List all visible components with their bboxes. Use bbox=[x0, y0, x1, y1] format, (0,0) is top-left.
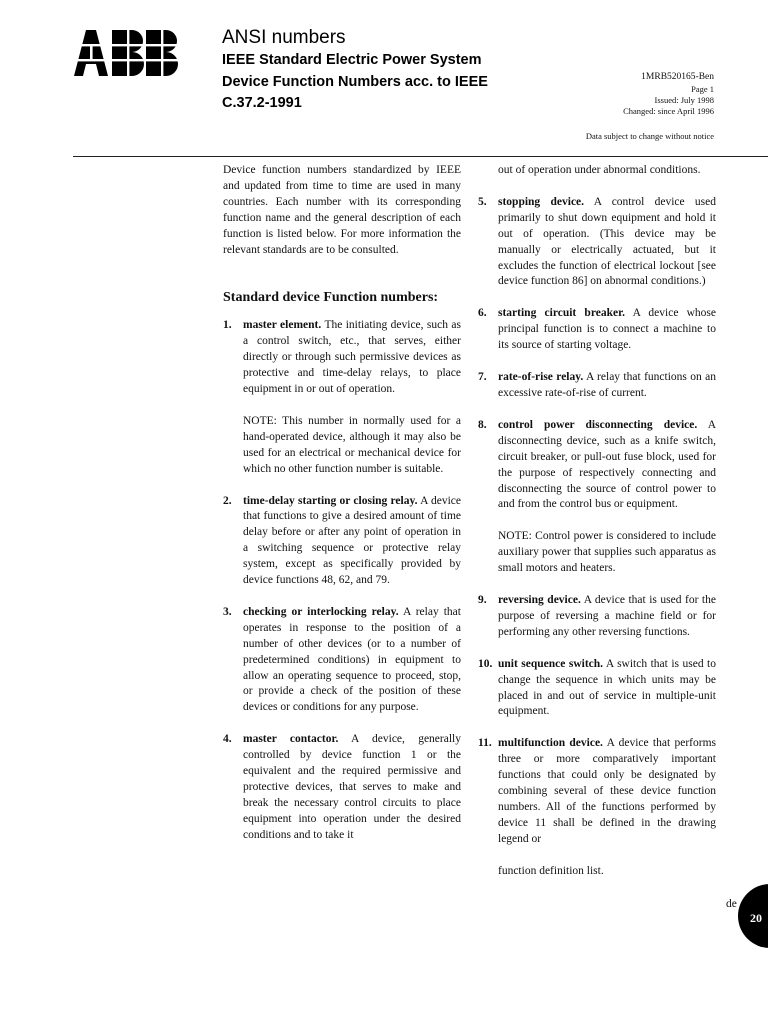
document-subtitle-line-3: C.37.2-1991 bbox=[222, 95, 302, 111]
item-desc: A switch that is used to change the sequence in which units may be placed in and out of service in multiple-unit equipment. bbox=[498, 657, 716, 718]
item-desc: A device whose principal function is to connect a machine to its source of starting voltage. bbox=[498, 307, 716, 352]
list-item: 7. rate-of-rise relay. A relay that functions on an excessive rate-of-rise of current. bbox=[478, 371, 716, 399]
page-badge[interactable] bbox=[738, 884, 768, 948]
clipped-text: de bbox=[726, 898, 737, 910]
document-subtitle-line-2: Device Function Numbers acc. to IEEE bbox=[222, 73, 488, 90]
document-meta bbox=[586, 72, 714, 142]
item-name: checking or interlocking relay. bbox=[243, 605, 399, 618]
item-name: stopping device. bbox=[498, 195, 585, 208]
right-column bbox=[478, 163, 716, 880]
item-desc: A device that performs three or more comparatively important functions that could only be designated by combining several of these device function numbers. All of the functions performed by device 11 shall be defined in the drawing legend or bbox=[498, 737, 716, 845]
list-item: 11. multifunction device. A device that performs three or more comparatively important functions that could only be designated by combining several of these device function numbers. All of the functions performed by device 11 shall be defined in the drawing legend or bbox=[478, 737, 716, 845]
item-desc: A device, generally controlled by device function 1 or the equivalent and the required permissive and protective devices, that serves to make and break the necessary control circuits to place equipment into operation under the desired conditions and to take it bbox=[243, 733, 461, 841]
item-desc: A relay that operates in response to the position of a number of other devices (or to a number of predetermined conditions) in equipment to allow an operating sequence to proceed, stop, or provide a check of the position of these devices or conditions for any purpose. bbox=[243, 605, 461, 714]
list-item: 9. reversing device. A device that is used for the purpose of reversing a machine field or for performing any other reversing functions. bbox=[478, 594, 716, 638]
issued-date: Issued: July 1998 bbox=[654, 95, 714, 105]
document-subtitle-line-1: IEEE Standard Electric Power System bbox=[222, 52, 482, 68]
item-name: reversing device. bbox=[498, 594, 581, 607]
item-desc: A device that functions to give a desired amount of time delay before or after any point of operation in a switching sequence or protective relay system, except as specifically provided by device functions 48, 62, and 79. bbox=[243, 494, 461, 587]
list-item: 10. unit sequence switch. A switch that is used to change the sequence in which units may be placed in and out of service in multiple-unit equipment. bbox=[478, 657, 716, 718]
item-desc: A control device used primarily to shut down equipment and hold it out of operation. (This device may be manually or electrically actuated, but it excludes the function of electrical lockout [see device function 86] on abnormal conditions.) bbox=[498, 195, 716, 288]
changed-date: Changed: since April 1996 bbox=[623, 106, 714, 116]
item-desc: A relay that functions on an excessive rate-of-rise of current. bbox=[498, 371, 716, 399]
title-block bbox=[222, 26, 488, 115]
item-name: starting circuit breaker. bbox=[498, 307, 625, 320]
item-name: time-delay starting or closing relay. bbox=[243, 494, 418, 507]
list-item: 1. master element. The initiating device, such as a control switch, etc., that serves, either directly or through such permissive devices as protective and time-delay relays, to place equipment in or out of operation. NOTE: This number in normally used for a hand-operated device, although it may also be used for an electrical or mechanical device for which no other function number is suitable. bbox=[223, 318, 461, 477]
left-column bbox=[223, 163, 461, 844]
list-item: 6. starting circuit breaker. A device whose principal function is to connect a machine to its source of starting voltage. bbox=[478, 307, 716, 352]
item-name: unit sequence switch. bbox=[498, 657, 604, 670]
item-name: rate-of-rise relay. bbox=[498, 371, 584, 384]
page-number: Page 1 bbox=[691, 84, 714, 94]
item-desc: A device that is used for the purpose of reversing a machine field or for performing any other reversing functions. bbox=[498, 594, 716, 638]
item-desc: The initiating device, such as a control switch, etc., that serves, either directly or through such permissive devices as protective and time-delay relays, to place equipment in or out of operation. bbox=[243, 319, 461, 395]
item-note: NOTE: Control power is considered to include auxiliary power that supplies such apparatus as small motors and heaters. bbox=[498, 530, 716, 575]
item-name: master contactor. bbox=[243, 733, 339, 746]
list-item: 8. control power disconnecting device. A disconnecting device, such as a knife switch, circuit breaker, or pull-out fuse block, used for the purpose of respectively connecting and disconnecting the source of control power to and from the control bus or equipment. NOTE: Control power is considered to include auxiliary power that supplies such apparatus as small motors and heaters. bbox=[478, 418, 716, 577]
header-divider bbox=[73, 156, 768, 157]
item-name: control power disconnecting device. bbox=[498, 418, 698, 431]
abb-logo bbox=[74, 30, 184, 76]
item-name: multifunction device. bbox=[498, 737, 603, 750]
list-item: 4. master contactor. A device, generally controlled by device function 1 or the equivalent and the required permissive and protective devices, that serves to make and break the necessary control circuits to place equipment into operation under the desired conditions and to take it bbox=[223, 733, 461, 841]
intro-paragraph: Device function numbers standardized by IEEE and updated from time to time are used in many countries. Each number with its corresponding function name and the general description of each function is listed below. For more information the relevant standards are to be consulted. bbox=[223, 164, 461, 256]
list-item: 2. time-delay starting or closing relay. A device that functions to give a desired amount of time delay before or after any point of operation in a switching sequence or protective relay system, except as specifically provided by device functions 48, 62, and 79. bbox=[223, 494, 461, 587]
page-badge-label: 20 bbox=[750, 911, 762, 925]
document-title: ANSI numbers bbox=[222, 27, 346, 48]
list-item: 3. checking or interlocking relay. A relay that operates in response to the position of a number of other devices (or to a number of predetermined conditions) in equipment to allow an operating sequence to proceed, stop, or provide a check of the position of these devices or conditions for any purpose. bbox=[223, 605, 461, 714]
item-note: NOTE: This number in normally used for a hand-operated device, although it may also be used for an electrical or mechanical device for which no other function number is suitable. bbox=[243, 414, 461, 475]
list-item: 5. stopping device. A control device used primarily to shut down equipment and hold it out of operation. (This device may be manually or electrically actuated, but it excludes the function of electrical lockout [see device function 86] on abnormal conditions.) bbox=[478, 195, 716, 288]
item-desc: A disconnecting device, such as a knife switch, circuit breaker, or pull-out fuse block, used for the purpose of respectively connecting and disconnecting the source of control power to and from the control bus or equipment. bbox=[498, 418, 716, 511]
item-continuation: function definition list. bbox=[498, 864, 604, 877]
change-notice: Data subject to change without notice bbox=[585, 131, 714, 141]
section-heading: Standard device Function numbers: bbox=[223, 290, 439, 306]
item-continuation: out of operation under abnormal conditions. bbox=[498, 164, 701, 176]
item-name: master element. bbox=[243, 319, 322, 332]
doc-number: 1MRB520165-Ben bbox=[641, 72, 714, 82]
